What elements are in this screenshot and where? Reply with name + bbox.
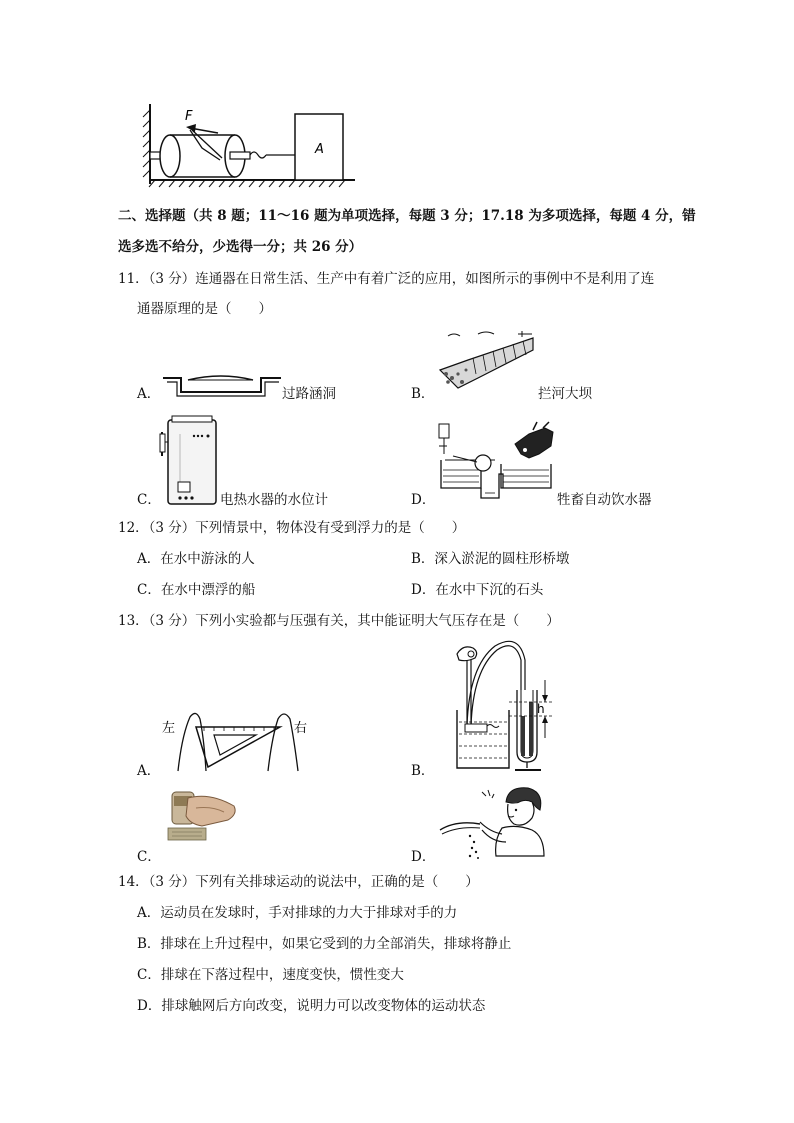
bottle-card-figure	[162, 788, 240, 844]
q13-option-d: D．	[411, 849, 436, 865]
q11-option-c-caption: 电热水器的水位计	[220, 492, 328, 508]
q13-stem: 13．（3 分）下列小实验都与压强有关，其中能证明大气压存在是（ ）	[118, 613, 560, 629]
q12-option-c: C．在水中漂浮的船	[137, 582, 256, 598]
q11-option-b-caption: 拦河大坝	[538, 386, 592, 402]
q11-option-a-letter: A．	[137, 386, 161, 402]
q13-option-b: B．	[411, 763, 435, 779]
right-label: 右	[294, 721, 308, 736]
section-title-line2: 选多选不给分，少选得一分；共 26 分）	[118, 239, 363, 255]
section-title-line1: 二、选择题（共 8 题；11～16 题为单项选择，每题 3 分；17.18 为多项选择，每题 4 分，错	[118, 208, 696, 224]
left-label: 左	[162, 721, 176, 736]
q11-option-b-letter: B．	[411, 386, 435, 402]
q11-option-a-caption: 过路涵洞	[282, 386, 336, 402]
q11-stem-line1: 11．（3 分）连通器在日常生活、生产中有着广泛的应用，如图所示的事例中不是利用了连	[118, 271, 655, 287]
ruler-fingers-figure	[160, 705, 310, 777]
q14-option-c: C．排球在下落过程中，速度变快，惯性变大	[137, 967, 404, 983]
q13-option-a: A．	[137, 763, 161, 779]
h-label: h	[537, 702, 545, 716]
q14-option-b: B．排球在上升过程中，如果它受到的力全部消失，排球将静止	[137, 936, 512, 952]
culvert-figure	[163, 370, 283, 400]
q12-stem: 12．（3 分）下列情景中，物体没有受到浮力的是（ ）	[118, 520, 466, 536]
q11-stem-line2: 通器原理的是（ ）	[137, 301, 272, 317]
block-label: A	[315, 142, 324, 157]
q14-option-d: D．排球触网后方向改变，说明力可以改变物体的运动状态	[137, 998, 486, 1014]
dam-figure	[438, 330, 536, 392]
q12-option-a: A．在水中游泳的人	[137, 551, 255, 567]
q11-option-d-caption: 牲畜自动饮水器	[557, 492, 652, 508]
q14-stem: 14．（3 分）下列有关排球运动的说法中，正确的是（ ）	[118, 874, 479, 890]
force-label: F	[185, 109, 193, 124]
child-figure	[436, 784, 546, 864]
q14-option-a: A．运动员在发球时，手对排球的力大于排球对手的力	[137, 905, 458, 921]
q11-option-d-letter: D．	[411, 492, 436, 508]
q12-option-d: D．在水中下沉的石头	[411, 582, 544, 598]
water-heater-figure	[158, 412, 224, 508]
q11-option-c-letter: C．	[137, 492, 161, 508]
manometer-figure	[453, 640, 568, 774]
water-trough-figure	[433, 418, 555, 504]
q13-option-c: C．	[137, 849, 161, 865]
q12-option-b: B．深入淤泥的圆柱形桥墩	[411, 551, 570, 567]
pulley-figure	[140, 100, 365, 192]
